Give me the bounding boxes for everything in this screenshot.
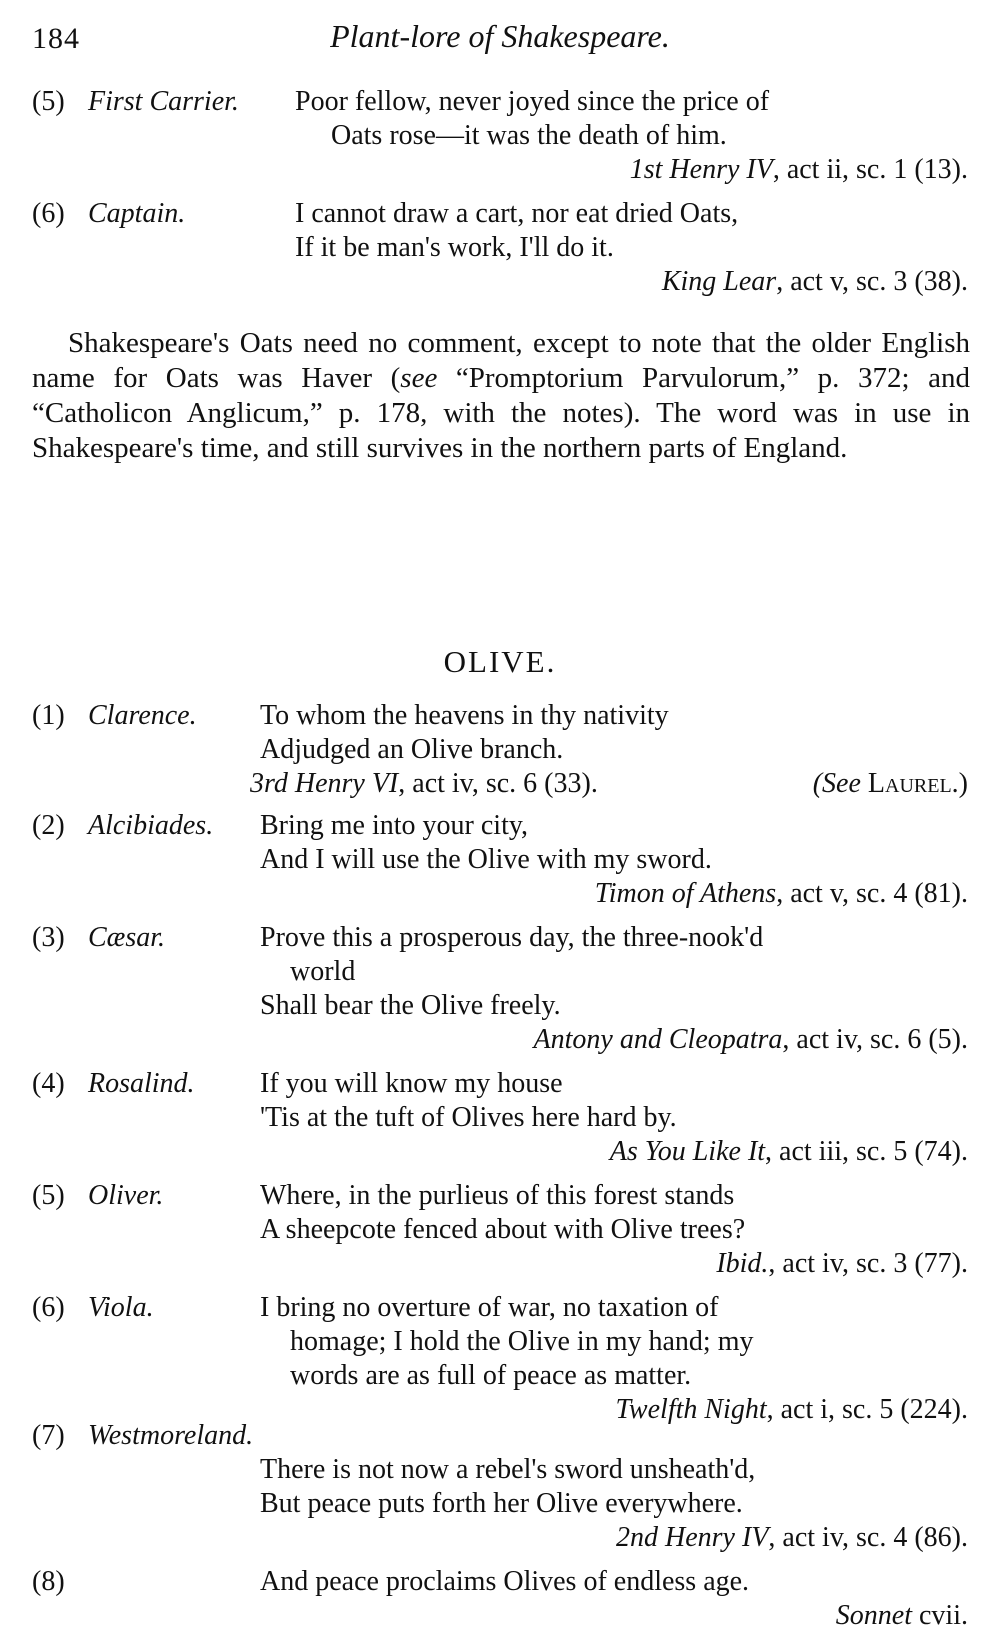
citation (610, 1136, 968, 1168)
quote-number: (1) (32, 700, 65, 731)
verse-line: Shall bear the Olive freely. (260, 990, 561, 1021)
quote-number: (5) (32, 1180, 65, 1211)
speaker-name: Westmoreland. (88, 1420, 254, 1451)
verse-line: Adjudged an Olive branch. (260, 734, 564, 765)
speaker-name: First Carrier. (88, 86, 239, 117)
verse-line: Bring me into your city, (260, 810, 529, 841)
verse-line: Prove this a prosperous day, the three-nook'd (260, 922, 764, 953)
citation (716, 1248, 968, 1280)
cross-ref-see: (See (812, 768, 861, 799)
speaker-name: Rosalind. (88, 1068, 195, 1099)
citation-work: King Lear (661, 266, 777, 297)
citation-work: Sonnet (835, 1600, 912, 1631)
cross-reference (813, 768, 968, 800)
verse-line: If it be man's work, I'll do it. (295, 232, 614, 263)
citation (836, 1600, 968, 1632)
citation (630, 154, 968, 186)
speaker-name: Clarence. (88, 700, 197, 731)
quote-number: (2) (32, 810, 65, 841)
citation-location: cvii. (912, 1600, 968, 1631)
citation-location: , act i, sc. 5 (224). (766, 1394, 968, 1425)
citation-work: Ibid. (716, 1248, 769, 1279)
verse-line: And peace proclaims Olives of endless age. (260, 1566, 750, 1597)
verse-line: words are as full of peace as matter. (290, 1360, 692, 1391)
verse-line: Oats rose—it was the death of him. (331, 120, 727, 151)
quote-number: (6) (32, 1292, 65, 1323)
verse-line: A sheepcote fenced about with Olive trees? (260, 1214, 746, 1245)
citation-work: 2nd Henry IV (616, 1522, 769, 1553)
citation (250, 768, 598, 800)
quote-number: (4) (32, 1068, 65, 1099)
verse-line: There is not now a rebel's sword unsheath'd, (260, 1454, 756, 1485)
citation (662, 266, 968, 298)
speaker-name: Alcibiades. (88, 810, 214, 841)
quote-number: (6) (32, 198, 65, 229)
verse-line: Poor fellow, never joyed since the price of (295, 86, 770, 117)
verse-line: homage; I hold the Olive in my hand; my (290, 1326, 754, 1357)
commentary-paragraph (32, 326, 970, 466)
citation (595, 878, 968, 910)
citation-work: Antony and Cleopatra (533, 1024, 783, 1055)
citation-work: Twelfth Night (615, 1394, 767, 1425)
commentary-text: “Promptorium Parvulorum,” p. 372; and “Catholicon Anglicum,” p. 178, with the notes). The word was in use in Shakespeare's time, and still survives in the northern parts of England. (32, 362, 970, 464)
verse-line: If you will know my house (260, 1068, 563, 1099)
citation-work: 1st Henry IV (629, 154, 773, 185)
speaker-name: Viola. (88, 1292, 154, 1323)
verse-line: To whom the heavens in thy nativity (260, 700, 669, 731)
speaker-name: Oliver. (88, 1180, 164, 1211)
speaker-name: Captain. (88, 198, 186, 229)
verse-line: And I will use the Olive with my sword. (260, 844, 712, 875)
citation (616, 1522, 968, 1554)
running-title: Plant-lore of Shakespeare. (330, 18, 670, 54)
citation-location: , act v, sc. 4 (81). (776, 878, 968, 909)
citation-work: As You Like It (609, 1136, 766, 1167)
cross-ref-target: Laurel (867, 768, 952, 799)
verse-line: I cannot draw a cart, nor eat dried Oats, (295, 198, 739, 229)
citation-location: , act iv, sc. 4 (86). (768, 1522, 968, 1553)
citation-location: , act iv, sc. 3 (77). (768, 1248, 968, 1279)
citation-location: , act ii, sc. 1 (13). (772, 154, 968, 185)
page-number: 184 (32, 22, 80, 55)
verse-line: But peace puts forth her Olive everywhere. (260, 1488, 743, 1519)
commentary-see: see (400, 362, 438, 394)
verse-line: I bring no overture of war, no taxation of (260, 1292, 719, 1323)
citation-location: , act iii, sc. 5 (74). (765, 1136, 968, 1167)
citation-location: , act v, sc. 3 (38). (776, 266, 968, 297)
speaker-name: Cæsar. (88, 922, 166, 953)
quote-number: (3) (32, 922, 65, 953)
section-heading: OLIVE. (443, 644, 557, 679)
quote-number: (8) (32, 1566, 65, 1597)
citation-work: 3rd Henry VI (250, 768, 399, 799)
citation (534, 1024, 968, 1056)
commentary-text: Shakespeare's Oats need no comment, except to note that the older English name for Oats was Haver ( (32, 327, 970, 394)
citation (615, 1394, 968, 1426)
quote-number: (7) (32, 1420, 65, 1451)
verse-line: world (290, 956, 356, 987)
citation-location: , act iv, sc. 6 (33). (398, 768, 598, 799)
verse-line: 'Tis at the tuft of Olives here hard by. (260, 1102, 677, 1133)
cross-ref-end: .) (951, 768, 968, 799)
verse-line: Where, in the purlieus of this forest stands (260, 1180, 735, 1211)
citation-location: , act iv, sc. 6 (5). (782, 1024, 968, 1055)
citation-work: Timon of Athens (594, 878, 777, 909)
quote-number: (5) (32, 86, 65, 117)
